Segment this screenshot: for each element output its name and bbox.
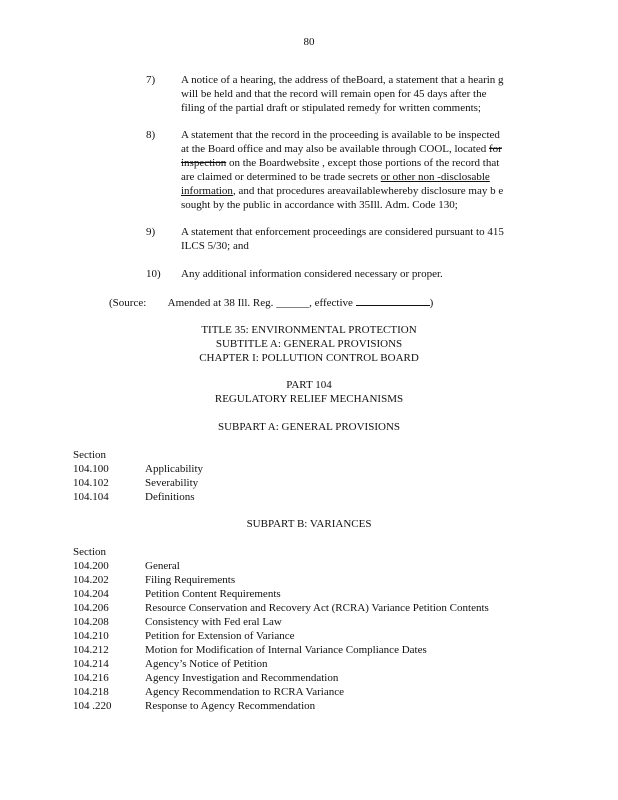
chapter-heading: CHAPTER I: POLLUTION CONTROL BOARD [199,352,419,364]
section-label-a: Section [73,449,106,461]
section-title: Definitions [145,491,195,503]
item-8-line-2 [181,142,502,156]
part-heading: PART 104 [286,379,332,391]
item-8-line-4 [181,170,490,184]
section-number: 104.202 [73,574,109,586]
source-text: Amended at 38 Ill. Reg. [167,297,274,309]
item-8-line-5-text: , and that procedures areavailablewhereby disclosure may b e [232,185,504,197]
struck-text-for: for [489,143,502,155]
section-title: Response to Agency Recommendation [145,700,316,712]
source-prefix: (Source: [109,297,147,309]
source-line [109,295,433,310]
section-title: Petition Content Requirements [145,588,281,600]
item-7-line-3: filing of the partial draft or stipulated remedy for written comments; [181,102,481,114]
part-name-heading: REGULATORY RELIEF MECHANISMS [214,393,404,405]
source-date-blank [356,295,430,306]
item-number-10: 10) [146,268,161,280]
item-number-7: 7) [146,74,156,86]
title-heading: TITLE 35: ENVIRONMENTAL PROTECTION [201,324,417,336]
section-title: Filing Requirements [145,574,236,586]
underlined-text-1: or other non -disclosable [380,171,490,183]
item-8-line-1: A statement that the record in the proceeding is available to be inspected [181,129,500,141]
item-9-line-2: ILCS 5/30; and [181,240,249,252]
section-number: 104.208 [73,616,109,628]
section-title: Applicability [145,463,204,475]
subpart-a-heading: SUBPART A: GENERAL PROVISIONS [218,421,400,433]
section-number: 104.102 [73,477,109,489]
section-title: Consistency with Fed eral Law [145,616,282,628]
section-label-b: Section [73,546,106,558]
item-8-line-2-text: at the Board office and may also be available through COOL, located [181,143,487,155]
section-title: Resource Conservation and Recovery Act (RCRA) Variance Petition Contents [145,602,489,614]
section-number: 104.212 [73,644,109,656]
item-7-line-1: A notice of a hearing, the address of theBoard, a statement that a hearin g [181,74,504,86]
section-number: 104.206 [73,602,109,614]
item-8-line-4-text: are claimed or determined to be trade secrets [181,171,378,183]
item-number-8: 8) [146,129,156,141]
page-number: 80 [303,36,315,48]
subtitle-heading: SUBTITLE A: GENERAL PROVISIONS [215,338,403,350]
item-8-line-6: sought by the public in accordance with 35Ill. Adm. Code 130; [181,199,458,211]
section-number: 104.100 [73,463,109,475]
item-10-line-1: Any additional information considered necessary or proper. [181,268,443,280]
item-8-line-3 [181,156,499,170]
item-8-line-5 [181,184,503,198]
section-number: 104 .220 [73,700,112,712]
item-9-line-1: A statement that enforcement proceedings are considered pursuant to 415 [181,226,504,238]
source-blank-1: ______ [276,297,310,309]
section-title: Agency’s Notice of Petition [145,658,268,670]
section-number: 104.204 [73,588,109,600]
section-title: Petition for Extension of Variance [145,630,295,642]
item-8-line-3-text: on the Boardwebsite , except those portions of the record that [228,157,500,169]
section-title: Agency Recommendation to RCRA Variance [145,686,344,698]
source-mid: , effective [309,297,353,309]
struck-text-inspection: inspection [181,157,227,169]
source-end: ) [429,297,434,309]
item-number-9: 9) [146,226,156,238]
item-7-line-2: will be held and that the record will remain open for 45 days after the [181,88,487,100]
section-number: 104.210 [73,630,109,642]
section-number: 104.200 [73,560,109,572]
subpart-b-heading: SUBPART B: VARIANCES [246,518,372,530]
section-number: 104.216 [73,672,109,684]
section-title: General [145,560,180,572]
section-number: 104.218 [73,686,109,698]
section-number: 104.104 [73,491,109,503]
section-title: Severability [145,477,199,489]
section-title: Agency Investigation and Recommendation [145,672,339,684]
section-number: 104.214 [73,658,109,670]
section-title: Motion for Modification of Internal Variance Compliance Dates [145,644,427,656]
underlined-text-2: information [181,185,233,197]
